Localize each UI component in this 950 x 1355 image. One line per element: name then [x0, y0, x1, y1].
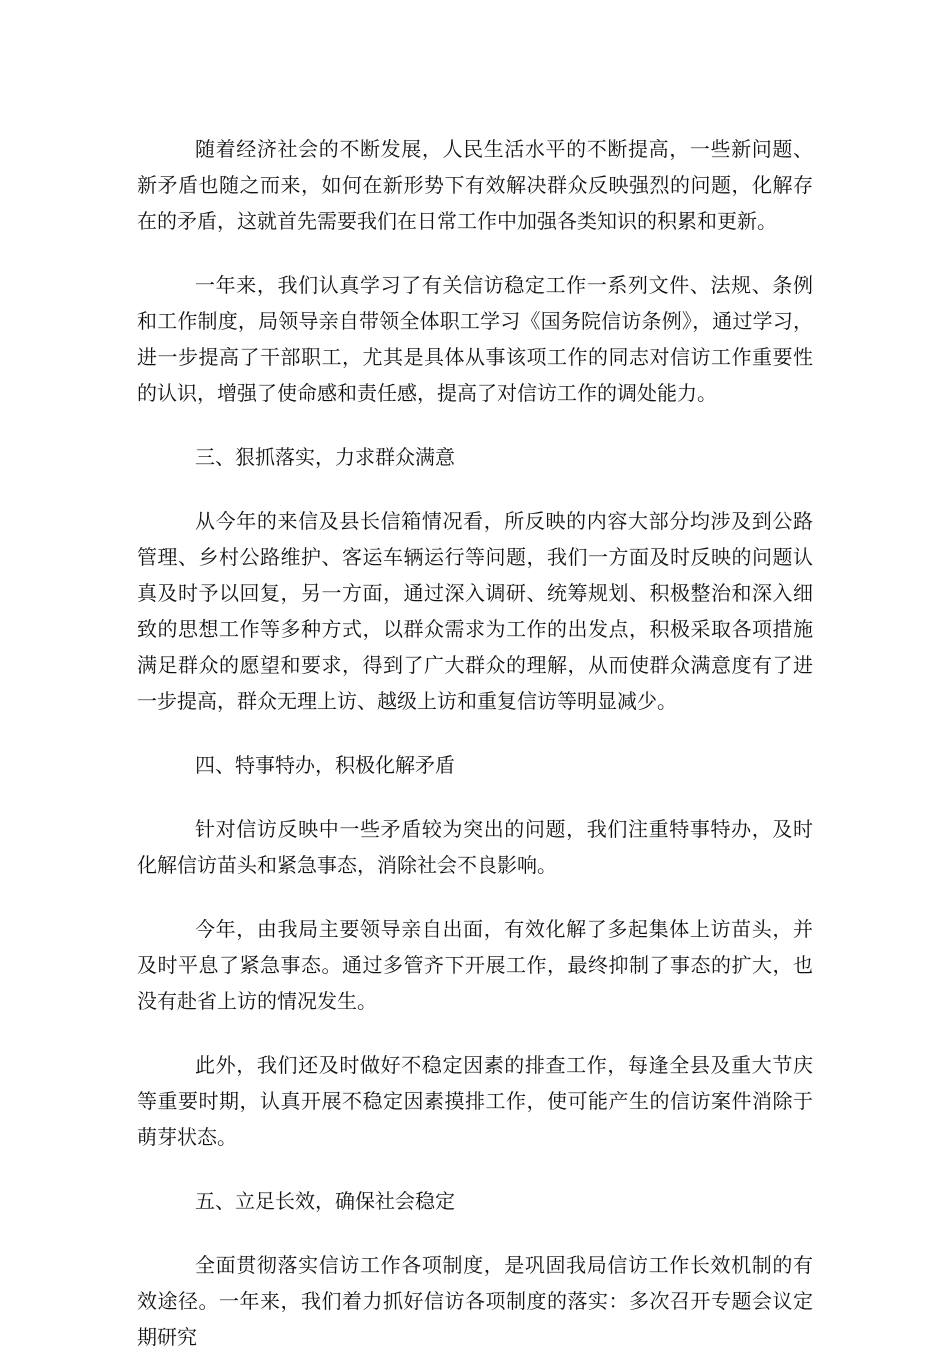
paragraph: 一年来，我们认真学习了有关信访稳定工作一系列文件、法规、条例和工作制度，局领导亲自带领全体职工学习《国务院信访条例》，通过学习，进一步提高了干部职工，尤其是具体从事该项工作的同志对信访工作重要性的认识，增强了使命感和责任感，提高了对信访工作的调处能力。: [137, 273, 813, 405]
section-heading: 四、特事特办，积极化解矛盾: [195, 753, 455, 777]
paragraph: 针对信访反映中一些矛盾较为突出的问题，我们注重特事特办，及时化解信访苗头和紧急事态，消除社会不良影响。: [137, 817, 813, 877]
document-body: [137, 131, 813, 1355]
paragraph: 全面贯彻落实信访工作各项制度，是巩固我局信访工作长效机制的有效途径。一年来，我们着力抓好信访各项制度的落实：多次召开专题会议定期研究: [137, 1253, 813, 1349]
paragraph: 此外，我们还及时做好不稳定因素的排查工作，每逢全县及重大节庆等重要时期，认真开展不稳定因素摸排工作，使可能产生的信访案件消除于萌芽状态。: [137, 1053, 813, 1149]
paragraph-spacer: [137, 1019, 813, 1047]
paragraph-spacer: [137, 239, 813, 267]
paragraph-spacer: [137, 719, 813, 747]
paragraph: 从今年的来信及县长信箱情况看，所反映的内容大部分均涉及到公路管理、乡村公路维护、客运车辆运行等问题，我们一方面及时反映的问题认真及时予以回复，另一方面，通过深入调研、统筹规划、积极整治和深入细致的思想工作等多种方式，以群众需求为工作的出发点，积极采取各项措施满足群众的愿望和要求，得到了广大群众的理解，从而使群众满意度有了进一步提高，群众无理上访、越级上访和重复信访等明显减少。: [137, 509, 813, 713]
section-heading: 五、立足长效，确保社会稳定: [195, 1189, 455, 1213]
paragraph: 随着经济社会的不断发展，人民生活水平的不断提高，一些新问题、新矛盾也随之而来，如何在新形势下有效解决群众反映强烈的问题，化解存在的矛盾，这就首先需要我们在日常工作中加强各类知识的积累和更新。: [137, 137, 813, 233]
paragraph-spacer: [137, 475, 813, 503]
paragraph-spacer: [137, 411, 813, 439]
paragraph: 今年，由我局主要领导亲自出面，有效化解了多起集体上访苗头，并及时平息了紧急事态。通过多管齐下开展工作，最终抑制了事态的扩大，也没有赴省上访的情况发生。: [137, 917, 813, 1013]
paragraph-spacer: [137, 783, 813, 811]
paragraph-spacer: [137, 883, 813, 911]
paragraph-spacer: [137, 1155, 813, 1183]
paragraph-spacer: [137, 1219, 813, 1247]
section-heading: 三、狠抓落实，力求群众满意: [195, 445, 455, 469]
